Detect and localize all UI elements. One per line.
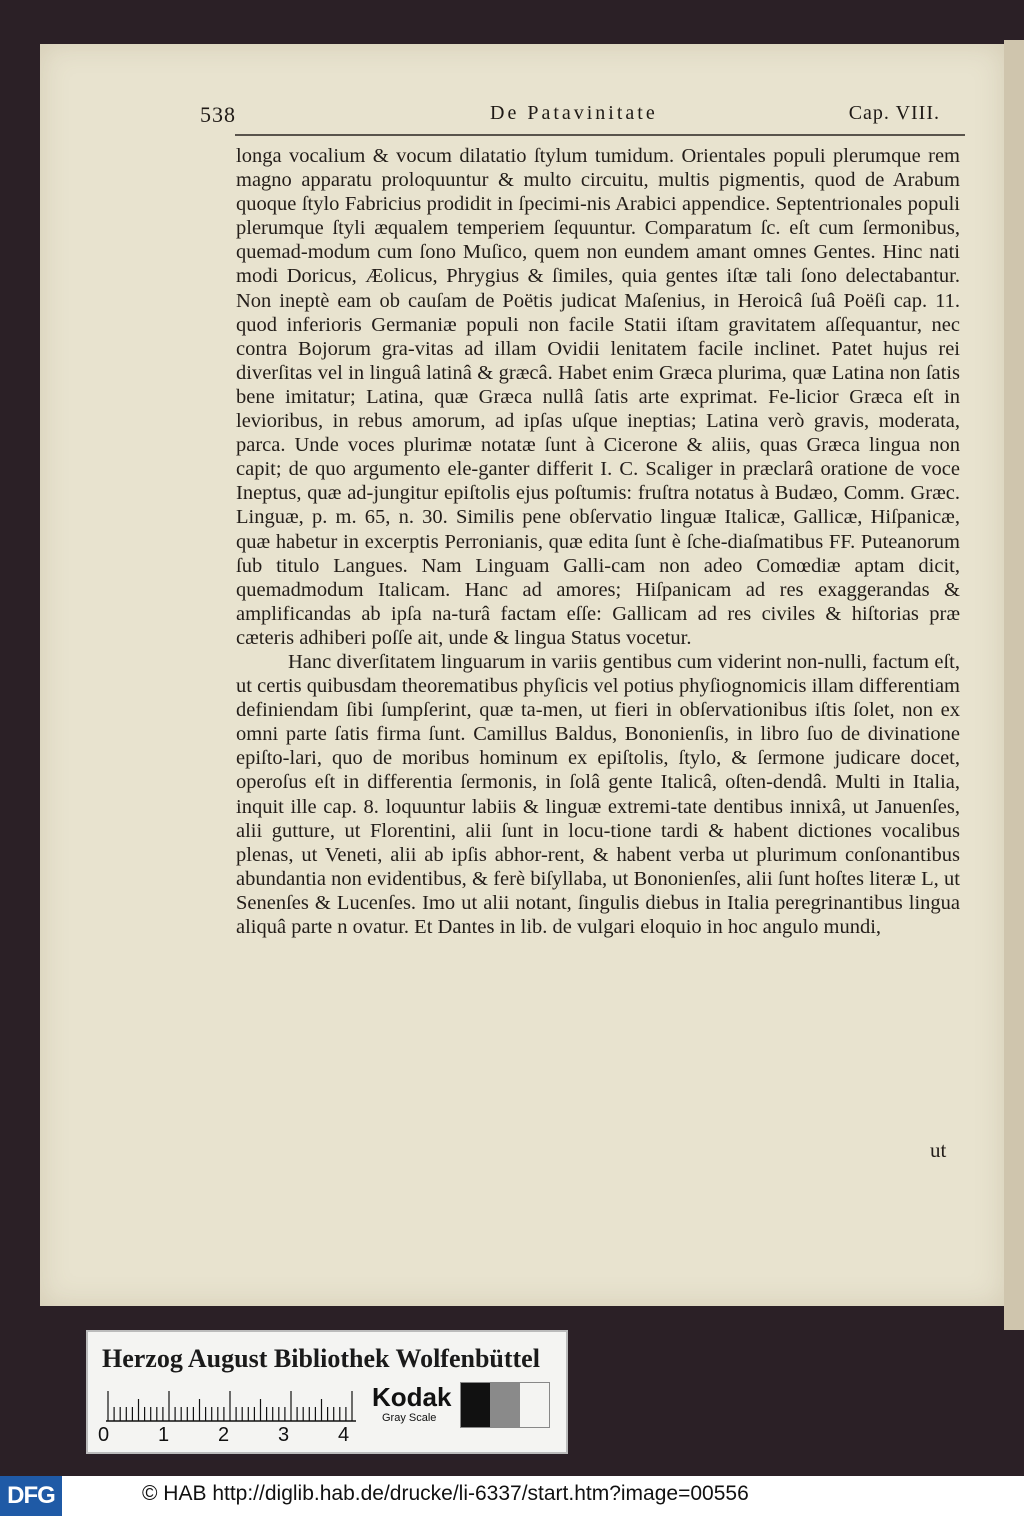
chapter-label: Cap. VIII.	[848, 102, 940, 124]
swatch-gray	[490, 1383, 519, 1427]
running-head	[200, 100, 940, 130]
swatch-black	[461, 1383, 490, 1427]
catchword: ut	[930, 1138, 947, 1162]
dfg-logo: DFG	[0, 1476, 62, 1516]
gray-swatches	[460, 1382, 550, 1428]
paragraph: Hanc diverſitatem linguarum in variis gentibus cum viderint non-nulli, factum eſt, ut certis quibusdam theorematibus phyſicis vel potius phyſiognomicis illam differentiam definiendam ſibi ſumpſerint, quæ ta-men, ut fieri in obſervationibus iſtis ſolet, non ex omni parte ſatis firma ſunt. Camillus Baldus, Bononienſis, in libro ſuo de divinatione epiſto-lari, quo de moribus hominum ex epiſtolis, ſtylo, & ſermone judicare docet, operoſus eſt in differentia ſermonis, in ſolâ gente Italicâ, oſten-dendâ. Multi in Italia, inquit ille cap. 8. loquuntur labiis & linguæ extremi-tate dentibus innixâ, ut Januenſes, alii gutture, ut Florentini, alii ſunt in locu-tione tardi & habent dictiones vocalibus plenas, ut Veneti, alii ab ipſis abhor-rent, & habent verba ut plurimum conſonantibus abundantia non evidentibus, & ferè biſyllaba, ut Bononienſes, alii ſunt hoſtes literæ L, ut Senenſes & Lucenſes. Imo ut alii notant, ſingulis diebus in Italia peregrinantibus lingua aliquâ parte n ovatur. Et Dantes in lib. de vulgari eloquio in hoc angulo mundi,	[236, 650, 960, 938]
page-number: 538	[200, 102, 236, 127]
kodak-logo: Kodak	[372, 1382, 452, 1412]
footer-bar	[0, 1476, 1024, 1516]
ruler-label: 3	[278, 1424, 290, 1446]
ruler-label: 1	[158, 1424, 170, 1446]
paragraph: longa vocalium & vocum dilatatio ſtylum tumidum. Orientales populi plerumque rem magno apparatu proloquuntur & multo circuitu, multis pigmentis, quod de Arabum quoque ſtylo Fabricius prodidit in ſpecimi-nis Arabici appendice. Septentrionales populi plerumque ſtyli æqualem temperiem ſequuntur. Comparatum ſc. eſt cum ſermonibus, quemad-modum cum ſono Muſico, quem non eundem amant omnes Gentes. Hinc nati modi Doricus, Æolicus, Phrygius & ſimiles, quia gentes iſtæ tali ſono delectabantur. Non ineptè eam ob cauſam de Poëtis judicat Maſenius, in Heroicâ ſuâ Poëſi cap. 11. quod inferioris Germaniæ populi non facile Statii iſtam gravitatem aſſequantur, nec contra Bojorum gra-vitas ad illam Ovidii lenitatem facile inclinet. Patet hujus rei diverſitas vel in linguâ latinâ & græcâ. Habet enim Græca plurima, quæ Latina non ſatis bene imitatur; Latina, quæ Græca nullâ ſatis arte exprimat. Fe-licior Græca eſt in levioribus, in rebus amorum, ad ipſas uſque ineptias; Latina verò gravis, moderata, parca. Unde voces plurimæ notatæ ſunt à Cicerone & aliis, quas Græca lingua non capit; de quo argumento ele-ganter differit I. C. Scaliger in præclarâ oratione de voce Ineptus, quæ ad-jungitur epiſtolis ejus poſtumis: fruſtra notatus à Budæo, Comm. Græc. Linguæ, p. m. 65, n. 30. Similis pene obſervatio linguæ Italicæ, Gallicæ, Hiſpanicæ, quæ habetur in excerptis Perronianis, quæ edita ſunt è ſche-diaſmatibus FF. Puteanorum ſub titulo Langues. Nam Linguam Galli-cam non adeo Comœdiæ aptam dicit, quemadmodum Italicam. Hanc ad amores; Hiſpanicam ad res exaggerandas & amplificandas ab ipſa na-turâ factam eſſe: Gallicam ad res civiles & hiſtorias præ cæteris adhiberi poſſe ait, unde & lingua Status vocetur.	[236, 145, 960, 649]
ruler-label: 4	[338, 1424, 350, 1446]
ruler-label: 0	[98, 1424, 110, 1446]
page-body	[236, 144, 960, 939]
gray-scale-label: Gray Scale	[382, 1412, 437, 1424]
copyright-url[interactable]: © HAB http://diglib.hab.de/drucke/li-6337/start.htm?image=00556	[142, 1482, 749, 1505]
running-title: De Patavinitate	[490, 102, 658, 124]
ruler-label: 2	[218, 1424, 230, 1446]
header-rule	[235, 134, 965, 136]
adjacent-page-edge	[1004, 40, 1024, 1330]
ruler-labels	[98, 1424, 358, 1450]
color-calibration-card	[86, 1330, 568, 1454]
library-name: Herzog August Bibliothek Wolfenbüttel	[102, 1344, 540, 1373]
swatch-white	[520, 1383, 549, 1427]
measurement-ruler	[106, 1386, 356, 1422]
